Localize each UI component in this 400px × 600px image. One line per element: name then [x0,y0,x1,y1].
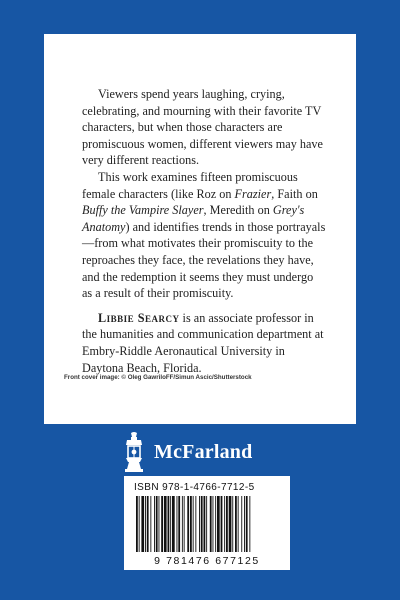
barcode-bar [244,496,245,552]
barcode-bar [150,496,151,552]
publisher-name: McFarland [154,440,253,463]
barcode-bar [193,496,194,552]
barcode-bar [190,496,192,552]
barcode-bar [195,496,196,552]
barcode-bar [199,496,200,552]
show-title: Frazier [234,186,272,201]
barcode-bar [141,496,144,552]
lamp-logo-icon [118,431,150,473]
barcode-bar [182,496,183,552]
barcode-bar [187,496,189,552]
barcode-bar [232,496,233,552]
barcode-bar [154,496,155,552]
back-cover-panel [44,34,356,424]
barcode-bar [213,496,214,552]
blurb-text: ) and identifies trends in those portrayals—from what motivates their promiscuity to the reproaches they face, the revelations they have, and the redemption it seems they must undergo as a result of their promiscuity. [82,219,326,301]
blurb-paragraph-1: Viewers spend years laughing, crying, celebrating, and mourning with their favorite TV characters, but when those characters are promiscuous women, different viewers may have very different reactions. [82,87,323,168]
barcode-bar [238,496,239,552]
blurb-text: This work examines fifteen promiscuous female characters (like Roz on [82,169,298,201]
barcode [128,496,286,554]
barcode-bar [204,496,206,552]
barcode-bar [170,496,171,552]
barcode-bar [145,496,146,552]
barcode-bar [249,496,250,552]
isbn-label: ISBN 978-1-4766-7712-5 [134,482,255,493]
blurb-text: , Faith on [271,186,318,201]
barcode-bar [139,496,140,552]
barcode-bar [217,496,220,552]
barcode-bar [172,496,175,552]
barcode-bar [235,496,237,552]
barcode-bar [184,496,185,552]
barcode-bar [229,496,232,552]
author-name: Libbie Searcy [98,310,180,325]
barcode-bar [161,496,163,552]
barcode-bar [136,496,138,552]
show-title: Buffy the Vampire Slayer [82,203,204,218]
barcode-box [124,476,290,570]
barcode-bar [221,496,223,552]
barcode-bar [215,496,216,552]
barcode-bar [147,496,149,552]
barcode-bar [210,496,212,552]
barcode-bar [177,496,178,552]
barcode-bar [201,496,203,552]
barcode-bar [178,496,180,552]
bio-text: is an associate professor in the humanities and communication department at Embry-Riddle Aeronautical University in Daytona Beach, Florida. [82,310,324,375]
barcode-digits: 9 781476 677125 [154,555,260,567]
barcode-bar [168,496,170,552]
barcode-bar [226,496,228,552]
barcode-bar [224,496,225,552]
barcode-bar [156,496,158,552]
show-title: Grey's Anatomy [82,203,305,234]
barcode-bar [246,496,248,552]
cover-credit: Front cover image: © Oleg GawriloFF/Simun Ascic/Shutterstock [64,374,252,381]
blurb-text: , Meredith on [203,203,273,218]
barcode-bar [206,496,207,552]
blurb-paragraph-2 [82,169,326,302]
barcode-bar [241,496,242,552]
barcode-bar [164,496,167,552]
author-bio [82,310,326,376]
barcode-bar [159,496,160,552]
publisher-logo [118,432,288,472]
